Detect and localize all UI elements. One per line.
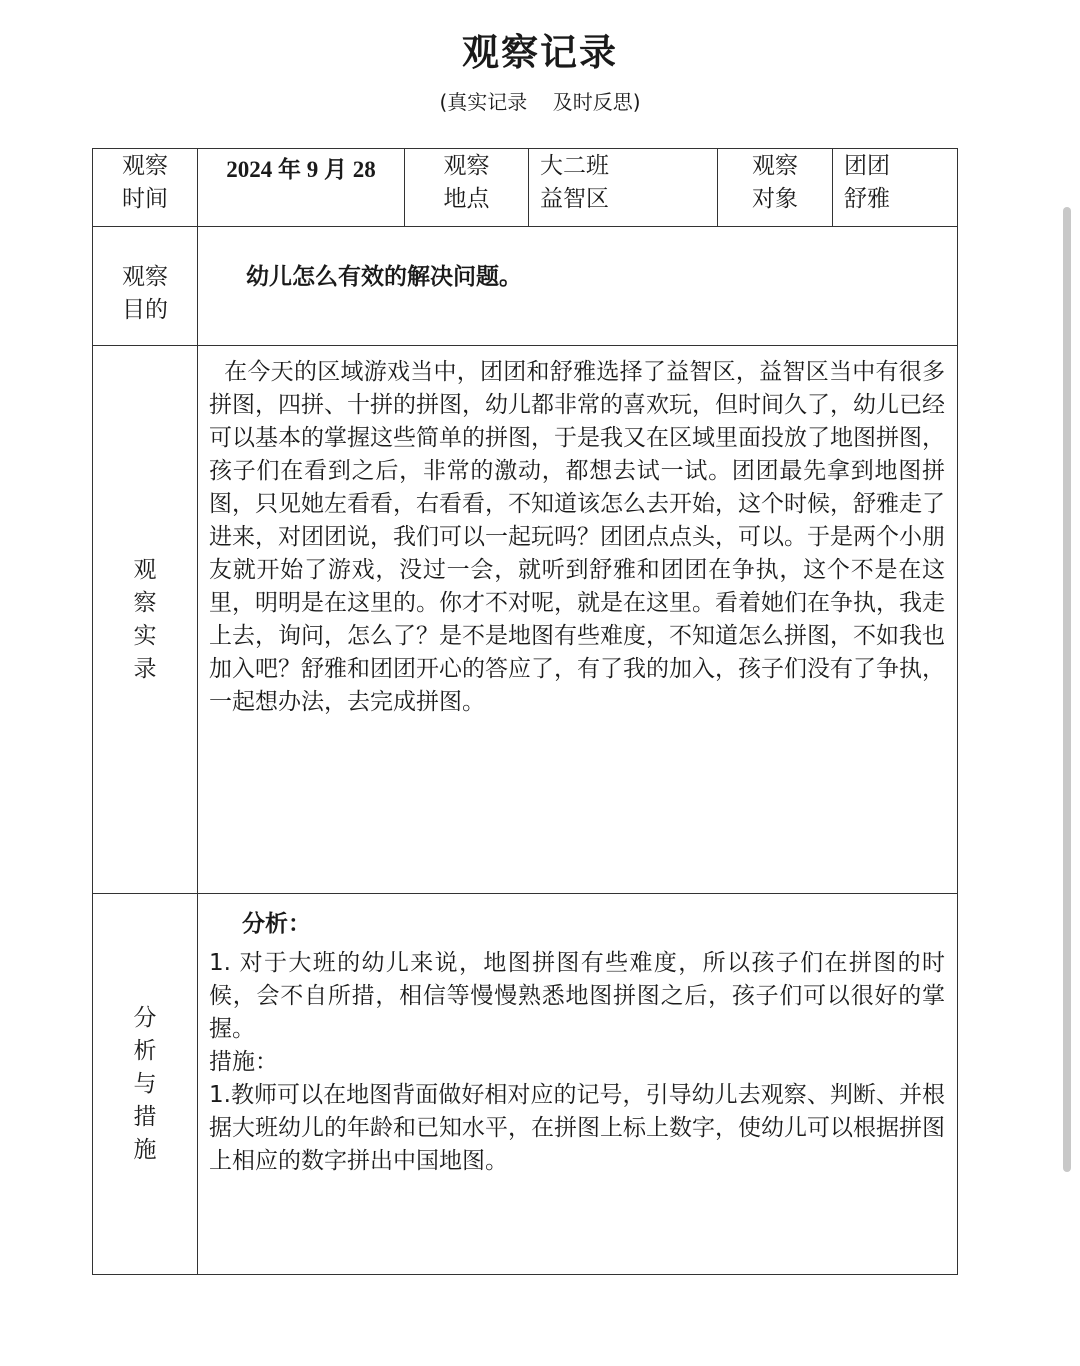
header-row xyxy=(93,149,958,227)
page-subtitle: (真实记录 及时反思) xyxy=(439,90,641,114)
place-value: 大二班 益智区 xyxy=(529,149,718,227)
purpose-row xyxy=(93,227,958,346)
record-label: 观察实录 xyxy=(93,346,198,894)
record-row xyxy=(93,346,958,894)
vertical-scrollbar[interactable] xyxy=(1063,207,1071,1172)
time-value: 2024 年 9 月 28 xyxy=(198,149,405,227)
analysis-heading: 分析： xyxy=(242,911,311,937)
observation-table xyxy=(92,148,958,1275)
measures-heading: 措施： xyxy=(209,1049,278,1075)
analysis-content xyxy=(198,894,958,1275)
purpose-label: 观察 目的 xyxy=(93,227,198,346)
place-label: 观察 地点 xyxy=(405,149,529,227)
record-text: 在今天的区域游戏当中，团团和舒雅选择了益智区，益智区当中有很多拼图，四拼、十拼的拼图，幼儿都非常的喜欢玩，但时间久了，幼儿已经可以基本的掌握这些简单的拼图，于是我又在区域里面投放了地图拼图，孩子们在看到之后，非常的激动，都想去试一试。团团最先拿到地图拼图，只见她左看看，右看看，不知道该怎么去开始，这个时候，舒雅走了进来，对团团说，我们可以一起玩吗？团团点点头，可以。于是两个小朋友就开始了游戏，没过一会，就听到舒雅和团团在争执，这个不是在这里，明明是在这里的。你才不对呢，就是在这里。看着她们在争执，我走上去，询问，怎么了？是不是地图有些难度，不知道怎么拼图，不如我也加入吧？舒雅和团团开心的答应了，有了我的加入，孩子们没有了争执，一起想办法，去完成拼图。 xyxy=(198,346,958,894)
analysis-text: 1. 对于大班的幼儿来说，地图拼图有些难度，所以孩子们在拼图的时候，会不自所措，相信等慢慢熟悉地图拼图之后，孩子们可以很好的掌握。 xyxy=(209,950,945,1042)
measures-text: 1.教师可以在地图背面做好相对应的记号，引导幼儿去观察、判断、并根据大班幼儿的年龄和已知水平，在拼图上标上数字，使幼儿可以根据拼图上相应的数字拼出中国地图。 xyxy=(209,1082,945,1174)
analysis-label: 分析与措施 xyxy=(93,894,198,1275)
page-title: 观察记录 xyxy=(462,31,618,74)
purpose-text: 幼儿怎么有效的解决问题。 xyxy=(198,227,958,346)
object-label: 观察 对象 xyxy=(718,149,833,227)
object-value: 团团 舒雅 xyxy=(833,149,958,227)
analysis-row xyxy=(93,894,958,1275)
time-label: 观察 时间 xyxy=(93,149,198,227)
